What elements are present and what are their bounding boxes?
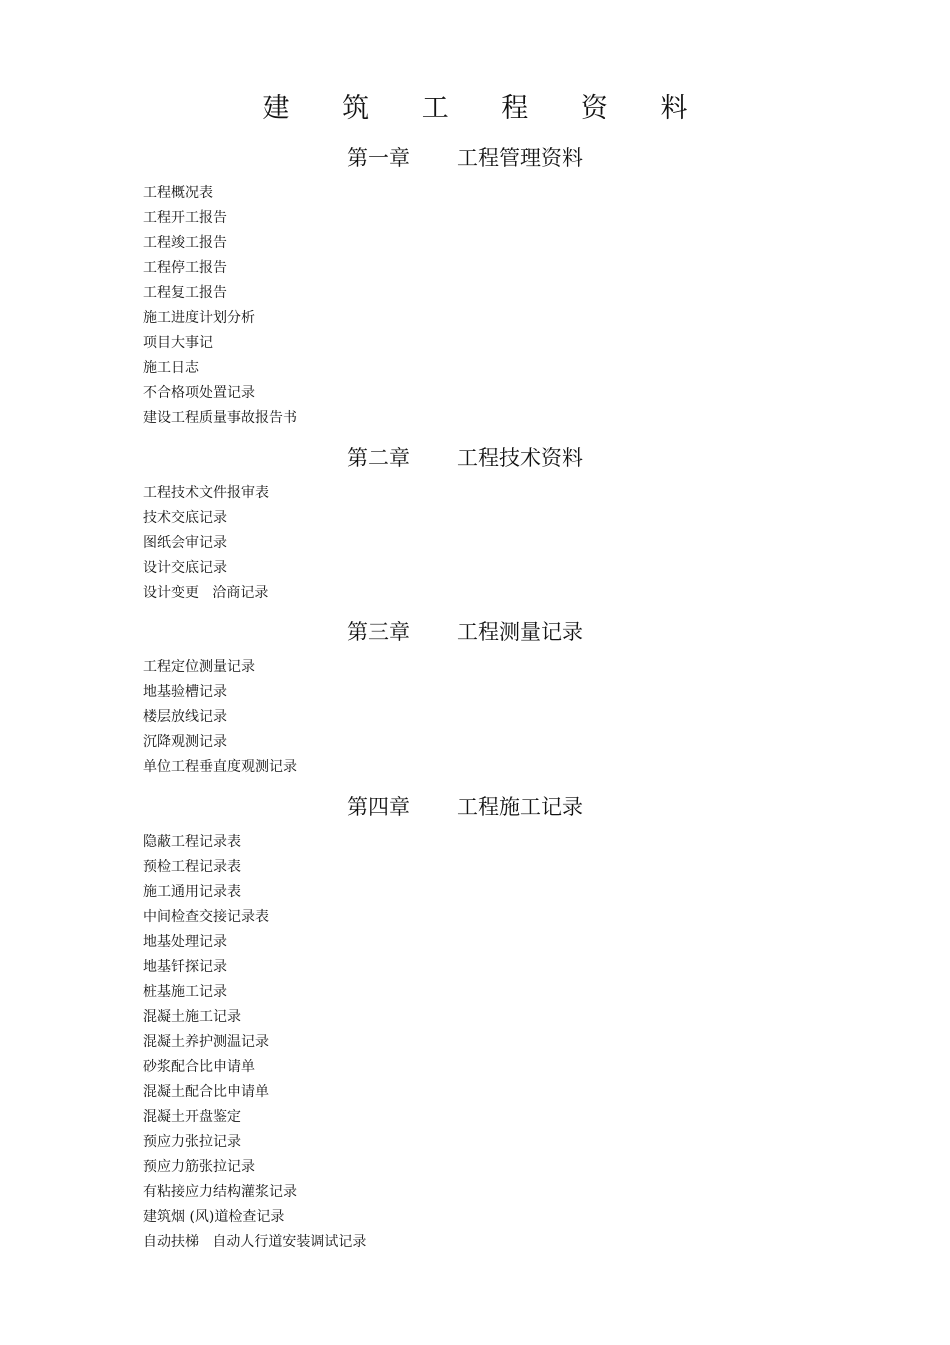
list-item: 技术交底记录 <box>143 510 227 526</box>
list-item: 地基验槽记录 <box>143 684 227 700</box>
list-item: 地基处理记录 <box>143 934 227 950</box>
list-item: 砂浆配合比申请单 <box>143 1059 255 1075</box>
list-item: 图纸会审记录 <box>143 535 227 551</box>
chapter-4-heading <box>347 794 583 820</box>
chapter-number: 第二章 <box>347 446 410 470</box>
list-item: 工程定位测量记录 <box>143 659 255 675</box>
chapter-title: 工程管理资料 <box>457 146 583 170</box>
list-item: 预应力筋张拉记录 <box>143 1159 255 1175</box>
list-item: 地基钎探记录 <box>143 959 227 975</box>
list-item: 楼层放线记录 <box>143 709 227 725</box>
chapter-number: 第四章 <box>347 795 410 819</box>
list-item: 预应力张拉记录 <box>143 1134 241 1150</box>
list-item: 自动扶梯 自动人行道安装调试记录 <box>143 1234 367 1250</box>
list-item: 隐蔽工程记录表 <box>143 834 241 850</box>
list-item: 工程复工报告 <box>143 285 227 301</box>
list-item: 建筑烟 (风)道检查记录 <box>143 1209 285 1225</box>
list-item: 设计交底记录 <box>143 560 227 576</box>
chapter-1-item-list <box>143 181 297 431</box>
chapter-2-item-list <box>143 481 269 606</box>
list-item: 工程停工报告 <box>143 260 227 276</box>
list-item: 设计变更 洽商记录 <box>143 585 269 601</box>
list-item: 不合格项处置记录 <box>143 385 255 401</box>
list-item: 项目大事记 <box>143 335 213 351</box>
chapter-4-item-list <box>143 830 366 1255</box>
chapter-3-item-list <box>143 655 297 780</box>
list-item: 施工日志 <box>143 360 199 376</box>
chapter-title: 工程测量记录 <box>457 620 583 644</box>
chapter-number: 第一章 <box>347 146 410 170</box>
list-item: 建设工程质量事故报告书 <box>143 410 297 426</box>
chapter-1-heading <box>347 145 583 171</box>
list-item: 施工通用记录表 <box>143 884 241 900</box>
chapter-3-heading <box>347 619 583 645</box>
chapter-title: 工程施工记录 <box>457 795 583 819</box>
document-title: 建 筑 工 程 资 料 <box>262 93 710 124</box>
list-item: 工程技术文件报审表 <box>143 485 269 501</box>
list-item: 单位工程垂直度观测记录 <box>143 759 297 775</box>
list-item: 工程概况表 <box>143 185 213 201</box>
list-item: 有粘接应力结构灌浆记录 <box>143 1184 297 1200</box>
list-item: 工程开工报告 <box>143 210 227 226</box>
list-item: 混凝土养护测温记录 <box>143 1034 269 1050</box>
chapter-number: 第三章 <box>347 620 410 644</box>
list-item: 工程竣工报告 <box>143 235 227 251</box>
list-item: 桩基施工记录 <box>143 984 227 1000</box>
list-item: 混凝土开盘鉴定 <box>143 1109 241 1125</box>
chapter-title: 工程技术资料 <box>457 446 583 470</box>
list-item: 沉降观测记录 <box>143 734 227 750</box>
list-item: 混凝土施工记录 <box>143 1009 241 1025</box>
chapter-2-heading <box>347 445 583 471</box>
list-item: 混凝土配合比申请单 <box>143 1084 269 1100</box>
list-item: 施工进度计划分析 <box>143 310 255 326</box>
list-item: 预检工程记录表 <box>143 859 241 875</box>
list-item: 中间检查交接记录表 <box>143 909 269 925</box>
